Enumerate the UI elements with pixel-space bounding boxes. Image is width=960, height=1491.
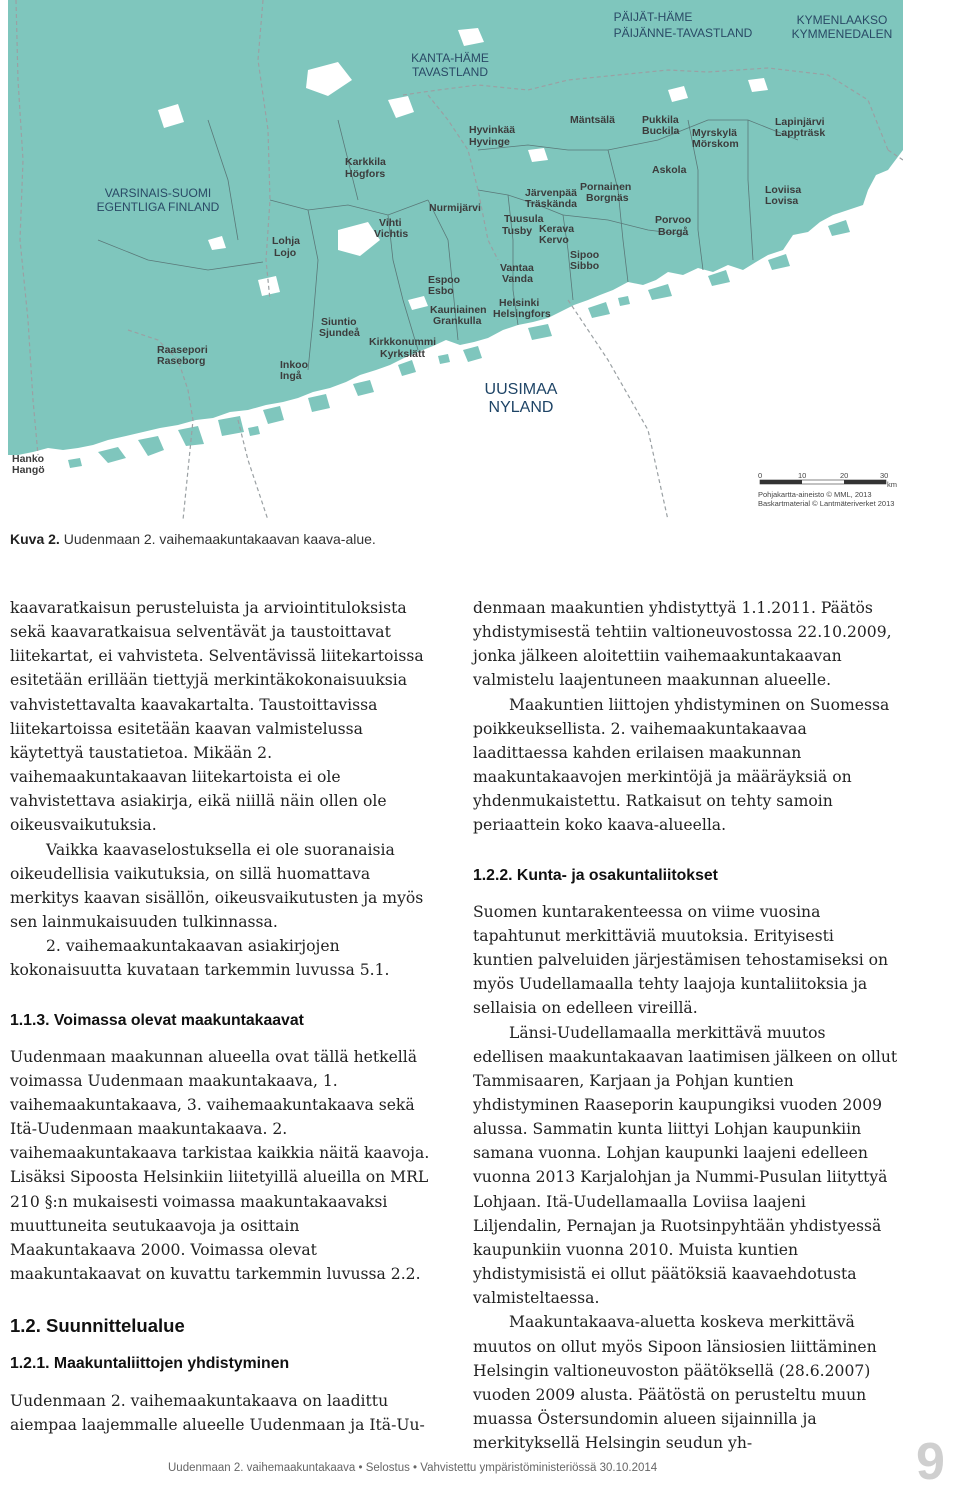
region-uusimaa: UUSIMAA <box>484 381 558 398</box>
heading-1-2-2: 1.2.2. Kunta- ja osakuntaliitokset <box>473 866 718 884</box>
place-esbo: Esbo <box>428 285 454 297</box>
place-vihti: Vihti <box>379 217 402 229</box>
region-varsinais-suomi: VARSINAIS-SUOMI <box>104 186 212 200</box>
region-nyland: NYLAND <box>488 399 554 416</box>
place-vichtis: Vichtis <box>374 228 409 240</box>
place-kervo: Kervo <box>539 234 569 246</box>
place-inkoo: Inkoo <box>280 359 308 371</box>
left-paragraph-4: Uudenmaan maakunnan alueella ovat tällä hetkellä voimassa Uudenmaan maakuntakaava, 1. vaihemaakuntakaava, 3. vaihemaakuntakaava sekä Itä-Uudenmaan maakuntakaava. 2. vaihemaakuntakaava tarkistaa kaikkia näitä kaavoja. Lisäksi Sipoosta Helsinkiin liitetyillä alueilla on MRL 210 §:n mukaisesti voimassa maakuntakaavaksi muuttuneita seutukaavoja ja osittain Maakuntakaava 2000. Voimassa olevat maakuntakaavat on kuvattu tarkemmin luvussa 2.2. <box>10 1047 430 1284</box>
map-credit-1: Pohjakartta-aineisto © MML, 2013 <box>758 490 872 499</box>
scale-tick-20: 20 <box>840 471 849 480</box>
map-credit-2: Baskartmaterial © Lantmäteriverket 2013 <box>758 499 895 508</box>
place-buckila: Buckila <box>642 125 680 137</box>
place-loviisa: Loviisa <box>765 184 802 196</box>
place-borga: Borgå <box>658 226 689 238</box>
place-vanda: Vanda <box>502 273 533 285</box>
region-egentliga-finland: EGENTLIGA FINLAND <box>96 200 220 214</box>
place-espoo: Espoo <box>428 274 461 286</box>
right-column <box>473 596 898 1455</box>
caption-label: Kuva 2. <box>10 531 60 547</box>
region-tavastland: TAVASTLAND <box>411 65 489 79</box>
left-paragraph-3: 2. vaihemaakuntakaavan asiakirjojen kokonaisuutta kuvataan tarkemmin luvussa 5.1. <box>10 937 390 980</box>
place-raseborg: Raseborg <box>157 355 206 367</box>
place-morskom: Mörskom <box>692 138 739 150</box>
left-paragraph-1: kaavaratkaisun perusteluista ja arviointituloksista sekä kaavaratkaisua selventävät ja taustoittavat liitekartat, ei vahvisteta. Selventävissä liitekartoissa esitetään erillään tiettyjä merkintäkokonaisuuksia vahvistettavalta kaavakartalta. Taustoittavissa liitekartoissa esitetään kaavan valmistelussa käytettyä taustatietoa. Mikään 2. vaihemaakuntakaavan liitekartoista ei ole vahvistettava asiakirja, eikä niillä näin ollen ole oikeusvaikutuksia. <box>10 599 424 835</box>
region-kanta-hame: KANTA-HÄME <box>411 51 489 65</box>
place-vantaa: Vantaa <box>500 262 534 274</box>
left-paragraph-5: Uudenmaan 2. vaihemaakuntakaava on laadittu aiempaa laajemmalle alueelle Uudenmaan ja Itä-Uu- <box>10 1391 425 1434</box>
place-helsingfors: Helsingfors <box>493 308 551 320</box>
right-paragraph-1: denmaan maakuntien yhdistyttyä 1.1.2011. Päätös yhdistymisestä tehtiin valtioneuvostossa 22.10.2009, jonka jälkeen aloitettiin vaihemaakuntakaavan valmistelu laajentuneen maakunnan alueelle. <box>473 599 892 690</box>
place-siuntio: Siuntio <box>321 316 357 328</box>
right-paragraph-4: Länsi-Uudellamaalla merkittävä muutos edellisen maakuntakaavan laatimisen jälkeen on ollut Tammisaaren, Karjaan ja Pohjan kuntien yhdistyminen Raaseporin kaupungiksi vuoden 2009 alussa. Sammatin kunta liittyi Lohjan kaupunkiin samana vuonna. Lohjan kaupunki laajeni edelleen vuonna 2013 Karjalohjan ja Nummi-Pusulan liityttyä Lohjaan. Itä-Uudellamaalla Loviisa laajeni Liljendalin, Pernajan ja Ruotsinpyhtään yhdistyessä kaupunkiin vuonna 2010. Muista kuntien yhdistymisistä ei ollut päätöksiä kaavaehdotusta valmisteltaessa. <box>473 1023 898 1308</box>
place-mantsala: Mäntsälä <box>570 114 615 126</box>
place-trasknda: Träskända <box>525 198 577 210</box>
place-sipoo: Sipoo <box>570 249 600 261</box>
place-nurmijarvi: Nurmijärvi <box>429 202 481 214</box>
place-karkkila: Karkkila <box>345 156 386 168</box>
map-figure <box>8 0 903 520</box>
place-tuusula: Tuusula <box>504 213 544 225</box>
heading-1-2: 1.2. Suunnittelualue <box>10 1315 185 1337</box>
scale-unit: km <box>887 480 897 489</box>
place-askola: Askola <box>652 164 687 176</box>
place-sjundea: Sjundeå <box>319 327 360 339</box>
heading-1-2-1: 1.2.1. Maakuntaliittojen yhdistyminen <box>10 1355 290 1373</box>
place-kerava: Kerava <box>539 223 575 235</box>
place-lovisa: Lovisa <box>765 195 799 207</box>
place-lojo: Lojo <box>274 247 297 259</box>
right-paragraph-2: Maakuntien liittojen yhdistyminen on Suomessa poikkeuksellista. 2. vaihemaakuntakaavaa laadittaessa kahden erilaisen maakunnan maakuntakaavojen merkintöjä ja määräyksiä on yhdenmukaistettu. Ratkaisut on tehty samoin periaattein koko kaava-alueella. <box>473 695 890 835</box>
place-lapinjarvi: Lapinjärvi <box>775 116 825 128</box>
place-helsinki: Helsinki <box>499 297 540 309</box>
place-kyrkslatt: Kyrkslätt <box>380 348 425 360</box>
place-lohja: Lohja <box>272 235 300 247</box>
place-grankulla: Grankulla <box>433 315 482 327</box>
place-pukkila: Pukkila <box>642 114 679 126</box>
right-paragraph-3: Suomen kuntarakenteessa on viime vuosina tapahtunut merkittäviä muutoksia. Erityisesti kuntien palveluiden järjestämisen tehostamiseksi on myös Uudellamaalla tehty laajoja kuntaliitoksia ja sellaisia on edelleen vireillä. <box>473 902 889 1018</box>
place-borgnas: Borgnäs <box>586 192 629 204</box>
region-kymmenedalen: KYMMENEDALEN <box>791 27 893 41</box>
scale-tick-0: 0 <box>758 471 763 480</box>
scale-tick-10: 10 <box>798 471 807 480</box>
place-porvoo: Porvoo <box>655 214 692 226</box>
left-paragraph-2: Vaikka kaavaselostuksella ei ole suoranaisia oikeudellisia vaikutuksia, on sillä huomattava merkitys kaavan sisällön, oikeusvaikutusten ja myös sen lainmukaisuuden tulkinnassa. <box>10 840 424 932</box>
region-kymenlaakso: KYMENLAAKSO <box>796 13 888 27</box>
left-column <box>10 596 430 1437</box>
heading-1-1-3: 1.1.3. Voimassa olevat maakuntakaavat <box>10 1011 304 1029</box>
region-paijanne-tavastland: PÄIJÄNNE-TAVASTLAND <box>613 26 753 40</box>
place-inga: Ingå <box>280 370 302 382</box>
region-paijat-hame: PÄIJÄT-HÄME <box>613 10 693 24</box>
place-kirkkonummi: Kirkkonummi <box>369 336 437 348</box>
page-number: 9 <box>916 1433 945 1491</box>
place-hogfors: Högfors <box>345 168 386 180</box>
place-raasepori: Raasepori <box>157 344 208 356</box>
scale-tick-30: 30 <box>880 471 889 480</box>
page-footer: Uudenmaan 2. vaihemaakuntakaava • Selostus • Vahvistettu ympäristöministeriössä 30.10.2014 <box>168 1462 658 1474</box>
place-myrskyla: Myrskylä <box>692 127 737 139</box>
caption-text: Uudenmaan 2. vaihemaakuntakaavan kaava-alue. <box>63 531 376 547</box>
place-hanko: Hanko <box>12 453 45 465</box>
place-jarvenpaa: Järvenpää <box>525 187 577 199</box>
place-sibbo: Sibbo <box>570 260 600 272</box>
place-tusby: Tusby <box>502 225 533 237</box>
place-hyvinge: Hyvinge <box>469 136 510 148</box>
place-hyvinkaa: Hyvinkää <box>469 124 516 136</box>
scale-bar <box>758 471 897 489</box>
figure-caption <box>10 531 376 547</box>
place-hango: Hangö <box>12 464 45 476</box>
place-pornainen: Pornainen <box>580 181 632 193</box>
place-lapptrask: Lappträsk <box>775 127 826 139</box>
right-paragraph-5: Maakuntakaava-aluetta koskeva merkittävä muutos on ollut myös Sipoon länsiosien liittäminen Helsingin valtioneuvoston päätöksellä (28.6.2007) vuoden 2009 alusta. Päätöstä on perusteltu muun muassa Östersundomin alueen sijainnilla ja merkityksellä Helsingin seudun yh- <box>473 1313 877 1453</box>
place-kauniainen: Kauniainen <box>430 304 487 316</box>
